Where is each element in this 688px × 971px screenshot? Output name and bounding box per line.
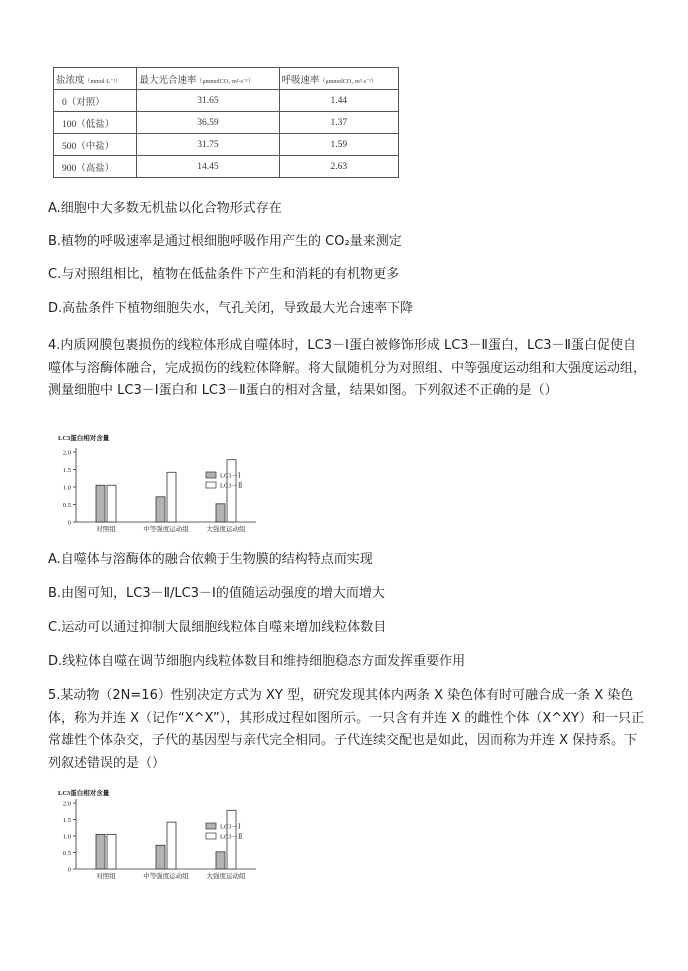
table-cell: 500（中盐） (54, 134, 137, 156)
table-row (54, 112, 399, 134)
legend-label: LC3－Ⅱ (220, 482, 243, 490)
q3-option-d: D.高盐条件下植物细胞失水，气孔关闭，导致最大光合速率下降 (48, 301, 414, 316)
table-cell: 100（低盐） (54, 112, 137, 134)
q3-option-b: B.植物的呼吸速率是通过根细胞呼吸作用产生的 CO₂量来测定 (48, 234, 402, 249)
chart-title: LC3蛋白相对含量 (58, 790, 110, 797)
bar (216, 852, 225, 869)
q4-stem: 4.内质网膜包裹损伤的线粒体形成自噬体时，LC3－Ⅰ蛋白被修饰形成 LC3－Ⅱ蛋白，LC3－Ⅱ蛋白促使自噬体与溶酶体融合，完成损伤的线粒体降解。将大鼠随机分为对照组、中等强度运动组和大强度运动组，测量细胞中 LC3－Ⅰ蛋白和 LC3－Ⅱ蛋白的相对含量，结果如图。下列叙述不正确的是（） (48, 338, 647, 398)
legend-label: LC3－Ⅰ (220, 472, 241, 480)
bar (107, 485, 116, 522)
table-cell: 1.59 (279, 134, 399, 156)
y-tick-label: 1.5 (62, 816, 71, 824)
table-cell: 14.45 (137, 156, 279, 178)
x-tick-label: 中等强度运动组 (143, 873, 189, 880)
legend-label: LC3－Ⅱ (220, 833, 243, 841)
y-tick-label: 0.5 (62, 849, 71, 857)
bar (227, 460, 236, 522)
bar (96, 834, 105, 869)
table-header-row (54, 68, 399, 90)
table-cell: 1.37 (279, 112, 399, 134)
x-tick-label: 大强度运动组 (206, 526, 246, 533)
q4-option-c: C.运动可以通过抑制大鼠细胞线粒体自噬来增加线粒体数目 (48, 620, 387, 635)
x-tick-label: 对照组 (96, 526, 116, 533)
bar (167, 472, 176, 522)
legend-swatch (206, 823, 216, 829)
bar (167, 822, 176, 869)
legend-swatch (206, 482, 216, 488)
q3-option-a: A.细胞中大多数无机盐以化合物形式存在 (48, 201, 282, 216)
y-tick-label: 0.5 (62, 501, 71, 509)
q5-stem: 5.某动物（2N=16）性别决定方式为 XY 型，研究发现其体内两条 X 染色体有时可融合成一条 X 染色体，称为并连 X（记作“X^X”），其形成过程如图所示。一只含有并连 X 的雌性个体（X^XY）和一只正常雄性个体杂交，子代的基因型与亲代完全相同。子代连续交配也是如此，因而称为并连 X 保持系。下列叙述错误的是（） (48, 688, 645, 771)
bar (156, 497, 165, 522)
chart-title: LC3蛋白相对含量 (58, 435, 110, 442)
q4-option-a: A.自噬体与溶酶体的融合依赖于生物膜的结构特点而实现 (48, 552, 373, 567)
x-tick-label: 大强度运动组 (206, 873, 246, 880)
y-tick-label: 0 (67, 866, 71, 874)
x-tick-label: 对照组 (96, 873, 116, 880)
y-tick-label: 1.0 (62, 833, 71, 841)
y-tick-label: 2.0 (62, 449, 71, 457)
table-cell: 31.65 (137, 90, 279, 112)
y-tick-label: 2.0 (62, 800, 71, 808)
bar (96, 485, 105, 522)
q4-option-d: D.线粒体自噬在调节细胞内线粒体数目和维持细胞稳态方面发挥重要作用 (48, 654, 466, 669)
q3-option-c: C.与对照组相比，植物在低盐条件下产生和消耗的有机物更多 (48, 267, 400, 282)
y-tick-label: 1.0 (62, 484, 71, 492)
table-row (54, 156, 399, 178)
x-tick-label: 中等强度运动组 (143, 526, 189, 533)
table-cell: 1.44 (279, 90, 399, 112)
table-cell: 2.63 (279, 156, 399, 178)
table-cell: 36.59 (137, 112, 279, 134)
lc3-bar-chart-2 (50, 785, 290, 888)
y-tick-label: 0 (67, 519, 71, 527)
bar (216, 504, 225, 522)
table-cell: 900（高盐） (54, 156, 137, 178)
bar (107, 834, 116, 869)
legend-label: LC3－Ⅰ (220, 823, 241, 831)
table-header: 盐浓度（mmol·L⁻¹） (54, 68, 137, 90)
salt-table (53, 67, 399, 178)
table-header: 呼吸速率（μmmolCO₂·m²·s⁻¹） (279, 68, 399, 90)
y-tick-label: 1.5 (62, 466, 71, 474)
legend-swatch (206, 833, 216, 839)
table-header: 最大光合速率（μmmolCO₂·m²·s⁻¹） (137, 68, 279, 90)
table-cell: 0（对照） (54, 90, 137, 112)
table-row (54, 90, 399, 112)
table-row (54, 134, 399, 156)
q4-option-b: B.由图可知，LC3－Ⅱ/LC3－Ⅰ的值随运动强度的增大而增大 (48, 586, 385, 601)
table-cell: 31.75 (137, 134, 279, 156)
legend-swatch (206, 472, 216, 478)
lc3-bar-chart-1 (50, 430, 290, 542)
bar (156, 845, 165, 869)
